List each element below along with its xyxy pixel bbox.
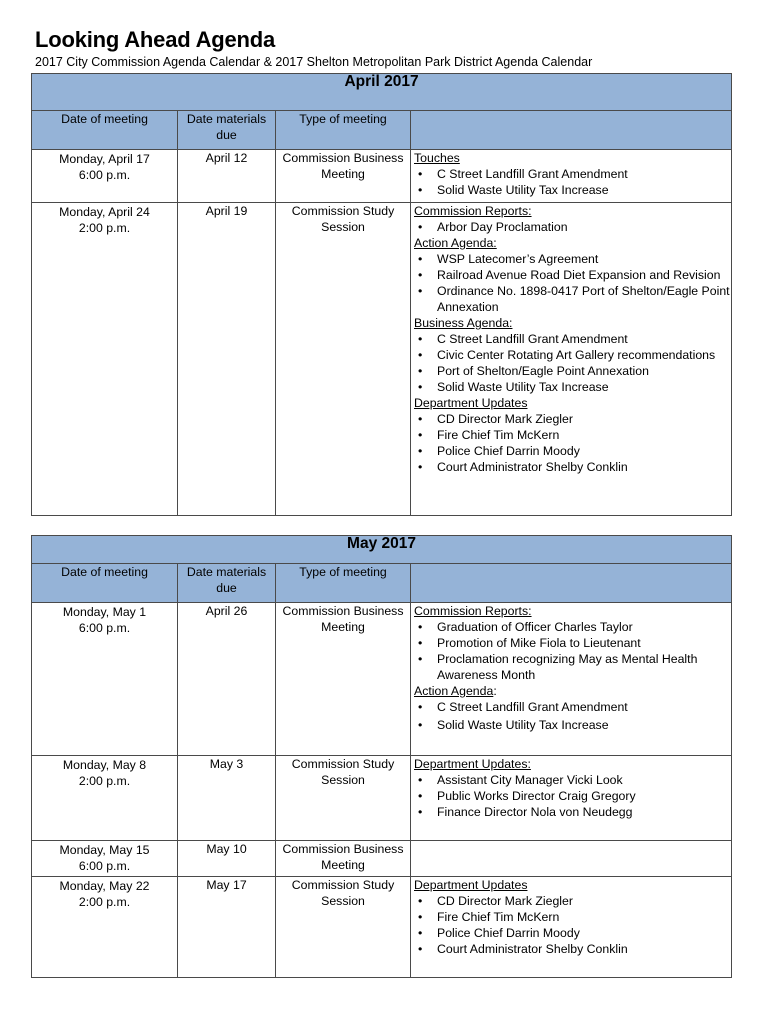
agenda-item-list xyxy=(414,772,731,820)
meeting-type-cell xyxy=(276,877,411,978)
meeting-type: Commission Study Session xyxy=(291,757,395,787)
agenda-item: • CD Director Mark Ziegler xyxy=(414,411,731,427)
month-header-row xyxy=(32,536,732,564)
materials-due-cell xyxy=(178,877,276,978)
meeting-type: Commission Business Meeting xyxy=(282,842,404,872)
month-title: May 2017 xyxy=(32,536,732,564)
agenda-item: • Promotion of Mike Fiola to Lieutenant xyxy=(414,635,731,651)
meeting-row xyxy=(32,877,732,978)
meeting-time: 2:00 p.m. xyxy=(78,895,131,909)
agenda-item-list xyxy=(414,893,731,957)
col-header-topics xyxy=(411,564,732,603)
materials-due: May 3 xyxy=(209,757,244,771)
meeting-row xyxy=(32,756,732,841)
agenda-item-list xyxy=(414,411,731,475)
section-heading: Commission Reports: xyxy=(414,204,532,218)
meeting-date: Monday, April 17 xyxy=(59,152,150,166)
agenda-item-list xyxy=(414,166,731,198)
agenda-topics-cell xyxy=(411,841,732,877)
meeting-date: Monday, May 15 xyxy=(59,843,150,857)
materials-due-cell xyxy=(178,150,276,203)
agenda-item: • Proclamation recognizing May as Mental Health Awareness Month xyxy=(414,651,731,683)
agenda-item: • Solid Waste Utility Tax Increase xyxy=(414,182,731,198)
agenda-item: • CD Director Mark Ziegler xyxy=(414,893,731,909)
section-heading: Touches xyxy=(414,151,460,165)
agenda-item: • Solid Waste Utility Tax Increase xyxy=(414,717,731,733)
agenda-item: • Finance Director Nola von Neudegg xyxy=(414,804,731,820)
agenda-item: • Court Administrator Shelby Conklin xyxy=(414,941,731,957)
agenda-topics-cell xyxy=(411,756,732,841)
agenda-item: • Railroad Avenue Road Diet Expansion and Revision xyxy=(414,267,731,283)
meeting-date-cell xyxy=(32,203,178,516)
agenda-item-list xyxy=(414,251,731,315)
meeting-time: 2:00 p.m. xyxy=(78,221,131,235)
page-subtitle: 2017 City Commission Agenda Calendar & 2017 Shelton Metropolitan Park District Agenda Calendar xyxy=(35,55,593,69)
agenda-item: • Assistant City Manager Vicki Look xyxy=(414,772,731,788)
meeting-time: 6:00 p.m. xyxy=(78,621,131,635)
meeting-type: Commission Study Session xyxy=(291,204,395,234)
section-heading: Action Agenda: xyxy=(414,236,497,250)
meeting-date-cell xyxy=(32,603,178,756)
agenda-item-list xyxy=(414,619,731,683)
agenda-item: • Port of Shelton/Eagle Point Annexation xyxy=(414,363,731,379)
agenda-item: • C Street Landfill Grant Amendment xyxy=(414,699,731,715)
meeting-date: Monday, May 1 xyxy=(62,605,147,619)
agenda-topics-cell xyxy=(411,877,732,978)
meeting-date: Monday, April 24 xyxy=(59,205,150,219)
materials-due: April 12 xyxy=(205,151,248,165)
col-header-date: Date of meeting xyxy=(32,111,178,150)
agenda-item-list xyxy=(414,219,731,235)
materials-due-cell xyxy=(178,756,276,841)
section-heading: Action Agenda xyxy=(414,684,494,698)
meeting-type-cell xyxy=(276,841,411,877)
section-heading: Department Updates: xyxy=(414,757,531,771)
meeting-time: 6:00 p.m. xyxy=(78,859,131,873)
meeting-date: Monday, May 8 xyxy=(62,758,147,772)
col-header-materials: Date materials due xyxy=(178,564,276,603)
agenda-item: • Arbor Day Proclamation xyxy=(414,219,731,235)
meeting-type: Commission Business Meeting xyxy=(282,151,404,181)
meeting-type-cell xyxy=(276,203,411,516)
meeting-type-cell xyxy=(276,150,411,203)
col-header-type: Type of meeting xyxy=(276,111,411,150)
agenda-topics-cell xyxy=(411,603,732,756)
section-heading: Business Agenda: xyxy=(414,316,513,330)
meeting-date-cell xyxy=(32,150,178,203)
section-heading: Department Updates xyxy=(414,878,528,892)
meeting-row xyxy=(32,603,732,756)
meeting-date: Monday, May 22 xyxy=(59,879,150,893)
col-header-date: Date of meeting xyxy=(32,564,178,603)
april-agenda-table xyxy=(31,73,732,516)
materials-due: May 17 xyxy=(206,878,247,892)
agenda-item-list xyxy=(414,699,731,733)
meeting-row xyxy=(32,841,732,877)
agenda-item: • Court Administrator Shelby Conklin xyxy=(414,459,731,475)
agenda-item: • WSP Latecomer’s Agreement xyxy=(414,251,731,267)
agenda-item: • Police Chief Darrin Moody xyxy=(414,925,731,941)
meeting-type: Commission Business Meeting xyxy=(282,604,404,634)
materials-due: April 19 xyxy=(205,204,248,218)
section-heading: Department Updates xyxy=(414,396,528,410)
agenda-item-list xyxy=(414,331,731,395)
month-header-row xyxy=(32,74,732,111)
agenda-item: • Fire Chief Tim McKern xyxy=(414,909,731,925)
col-header-topics xyxy=(411,111,732,150)
month-title: April 2017 xyxy=(32,74,732,111)
col-header-type: Type of meeting xyxy=(276,564,411,603)
column-header-row xyxy=(32,111,732,150)
meeting-time: 2:00 p.m. xyxy=(78,774,131,788)
agenda-item: • Solid Waste Utility Tax Increase xyxy=(414,379,731,395)
agenda-topics-cell xyxy=(411,203,732,516)
page-title: Looking Ahead Agenda xyxy=(35,27,276,52)
section-heading: Commission Reports: xyxy=(414,604,532,618)
meeting-date-cell xyxy=(32,756,178,841)
column-header-row xyxy=(32,564,732,603)
agenda-item: • Civic Center Rotating Art Gallery recommendations xyxy=(414,347,731,363)
materials-due-cell xyxy=(178,603,276,756)
agenda-item: • Graduation of Officer Charles Taylor xyxy=(414,619,731,635)
may-agenda-table xyxy=(31,535,732,978)
agenda-item: • Public Works Director Craig Gregory xyxy=(414,788,731,804)
materials-due-cell xyxy=(178,841,276,877)
agenda-item: • Police Chief Darrin Moody xyxy=(414,443,731,459)
meeting-time: 6:00 p.m. xyxy=(78,168,131,182)
meeting-type-cell xyxy=(276,603,411,756)
col-header-materials: Date materials due xyxy=(178,111,276,150)
materials-due-cell xyxy=(178,203,276,516)
agenda-item: • Ordinance No. 1898-0417 Port of Shelton/Eagle Point Annexation xyxy=(414,283,731,315)
agenda-item: • C Street Landfill Grant Amendment xyxy=(414,331,731,347)
materials-due: April 26 xyxy=(205,604,248,618)
meeting-date-cell xyxy=(32,877,178,978)
agenda-item: • C Street Landfill Grant Amendment xyxy=(414,166,731,182)
meeting-row xyxy=(32,150,732,203)
meeting-type: Commission Study Session xyxy=(291,878,395,908)
section-heading-wrap: Action Agenda: xyxy=(414,684,497,698)
agenda-item: • Fire Chief Tim McKern xyxy=(414,427,731,443)
meeting-type-cell xyxy=(276,756,411,841)
agenda-topics-cell xyxy=(411,150,732,203)
meeting-date-cell xyxy=(32,841,178,877)
meeting-row xyxy=(32,203,732,516)
materials-due: May 10 xyxy=(206,842,247,856)
